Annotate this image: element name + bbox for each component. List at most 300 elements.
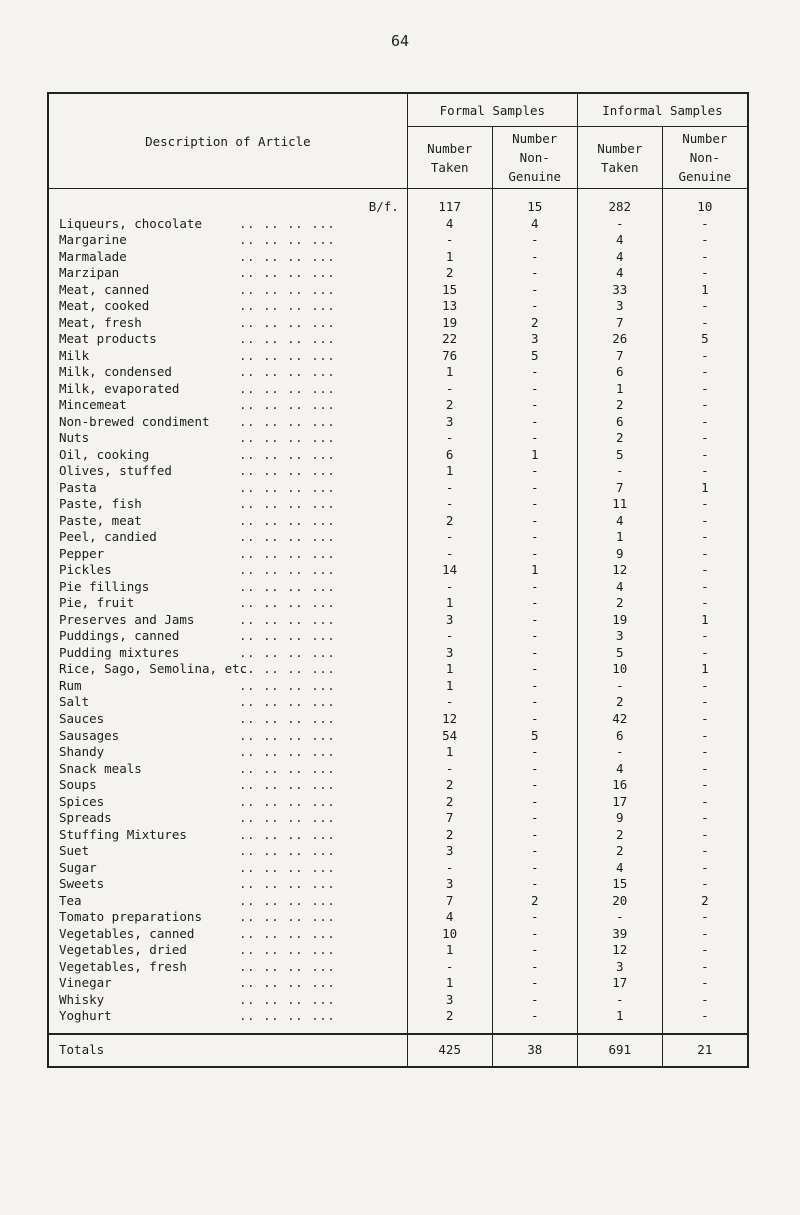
formal-non-genuine-column [492,189,577,1034]
leader-dots: .. .. .. ... [239,430,336,446]
article-name: Vinegar [59,975,112,991]
formal-non-genuine-cell: - [530,644,539,660]
header-informal-taken: Number Taken [577,127,662,189]
article-name: Peel, candied [59,529,157,545]
article-name: Liqueurs, chocolate [59,215,202,231]
informal-taken-cell: 3 [616,628,624,644]
leader-dots: .. .. .. ... [239,677,336,693]
article-name: Spices [59,793,105,809]
leader-dots: .. .. .. ... [239,496,336,512]
article-row [49,397,407,414]
informal-taken-cell: 5 [616,446,624,462]
informal-taken-cell: 4 [616,232,624,248]
informal-taken-cell: 2 [616,694,624,710]
formal-taken-cell: - [445,232,454,248]
header-formal-taken: Number Taken [407,127,492,189]
informal-non-genuine-cell: 2 [701,892,709,908]
leader-dots: .. .. .. ... [239,925,336,941]
formal-non-genuine-cell: - [530,364,539,380]
informal-non-genuine-cell: - [701,942,709,958]
article-name: Pie fillings [59,578,150,594]
article-name: Yoghurt [59,1008,112,1024]
leader-dots: .. .. .. ... [239,232,336,248]
article-name: Salt [59,694,90,710]
informal-non-genuine-cell: 5 [701,331,709,347]
informal-taken-cell: 6 [616,364,624,380]
formal-taken-cell: 4 [445,215,454,231]
article-row [49,612,407,629]
samples-table [47,92,749,1068]
informal-taken-cell: 11 [612,496,628,512]
leader-dots: .. .. .. ... [239,529,336,545]
informal-taken-cell: 4 [616,265,624,281]
article-row [49,661,407,678]
article-name: Suet [59,843,90,859]
formal-taken-cell: - [445,479,454,495]
informal-non-genuine-cell: - [701,826,709,842]
informal-non-genuine-cell: - [701,512,709,528]
informal-non-genuine-cell: - [701,496,709,512]
informal-non-genuine-cell: - [701,694,709,710]
formal-non-genuine-cell: - [530,909,539,925]
article-name: Milk, evaporated [59,380,180,396]
informal-taken-cell: 12 [612,942,628,958]
formal-taken-cell: 1 [445,942,454,958]
article-name: Vegetables, dried [59,942,187,958]
article-name: Rice, Sago, Semolina, etc. [59,661,255,677]
informal-taken-cell: 2 [616,843,624,859]
formal-taken-cell: 1 [445,248,454,264]
leader-dots: .. .. .. ... [239,760,336,776]
article-name: Sauces [59,710,105,726]
informal-non-genuine-cell: - [701,380,709,396]
leader-dots: .. .. .. ... [239,942,336,958]
formal-taken-cell: - [445,430,454,446]
totals-row [48,1034,748,1067]
formal-taken-cell: 2 [445,1008,454,1024]
informal-non-genuine-cell: - [701,991,709,1007]
informal-non-genuine-cell: - [701,876,709,892]
formal-taken-cell: 13 [442,298,458,314]
totals-informal-taken: 691 [577,1034,662,1067]
formal-non-genuine-cell: - [530,677,539,693]
leader-dots: .. .. .. ... [239,826,336,842]
leader-dots: .. .. .. ... [239,512,336,528]
article-row [49,678,407,695]
informal-taken-cell: - [616,463,624,479]
formal-non-genuine-cell: - [530,628,539,644]
informal-non-genuine-cell: - [701,347,709,363]
informal-non-genuine-cell: - [701,677,709,693]
article-name: Tomato preparations [59,909,202,925]
article-row [49,331,407,348]
formal-taken-cell: 15 [442,281,458,297]
formal-non-genuine-cell: 4 [530,215,539,231]
formal-non-genuine-cell: - [530,265,539,281]
informal-non-genuine-cell: - [701,909,709,925]
article-name: Snack meals [59,760,142,776]
formal-taken-cell: - [445,760,454,776]
formal-non-genuine-cell: - [530,876,539,892]
leader-dots: .. .. .. ... [239,777,336,793]
article-name: Marzipan [59,265,120,281]
article-row [49,992,407,1009]
formal-non-genuine-cell: - [530,661,539,677]
article-name: Sugar [59,859,97,875]
article-name: Paste, fish [59,496,142,512]
article-name: Preserves and Jams [59,611,195,627]
informal-non-genuine-cell: - [701,397,709,413]
formal-taken-cell: 1 [445,364,454,380]
formal-non-genuine-cell: - [530,529,539,545]
article-row [49,496,407,513]
informal-taken-cell: 39 [612,925,628,941]
article-row [49,1008,407,1025]
formal-taken-cell: 19 [442,314,458,330]
brought-forward-informal-taken: 282 [608,199,632,214]
article-row [49,926,407,943]
leader-dots: .. .. .. ... [239,413,336,429]
formal-taken-cell: - [445,529,454,545]
formal-non-genuine-cell: - [530,810,539,826]
article-row [49,562,407,579]
leader-dots: .. .. .. ... [239,876,336,892]
informal-non-genuine-cell: - [701,793,709,809]
formal-taken-cell: 12 [442,710,458,726]
article-name: Oil, cooking [59,446,150,462]
informal-non-genuine-cell: - [701,314,709,330]
formal-non-genuine-cell: - [530,578,539,594]
leader-dots: .. .. .. ... [239,479,336,495]
leader-dots: .. .. .. ... [239,281,336,297]
formal-non-genuine-cell: - [530,925,539,941]
informal-taken-cell: 7 [616,347,624,363]
article-row [49,249,407,266]
formal-taken-cell: 1 [445,463,454,479]
article-row [49,942,407,959]
informal-taken-cell: 12 [612,562,628,578]
article-name: Puddings, canned [59,628,180,644]
informal-non-genuine-cell: 1 [701,479,709,495]
formal-non-genuine-cell: - [530,793,539,809]
article-row [49,810,407,827]
article-name: Tea [59,892,82,908]
informal-taken-cell: 1 [616,1008,624,1024]
formal-taken-cell: 3 [445,644,454,660]
informal-non-genuine-cell: - [701,727,709,743]
formal-taken-cell: 4 [445,909,454,925]
formal-taken-cell: 3 [445,843,454,859]
formal-taken-cell: 54 [442,727,458,743]
leader-dots: .. .. .. ... [239,463,336,479]
formal-non-genuine-cell: - [530,512,539,528]
formal-non-genuine-cell: - [530,595,539,611]
informal-non-genuine-cell: - [701,1008,709,1024]
informal-taken-cell: 26 [612,331,628,347]
formal-non-genuine-cell: - [530,1008,539,1024]
leader-dots: .. .. .. ... [239,793,336,809]
article-name: Milk, condensed [59,364,172,380]
totals-informal-non-genuine: 21 [662,1034,748,1067]
formal-non-genuine-cell: - [530,694,539,710]
article-name: Meat, cooked [59,298,150,314]
informal-non-genuine-cell: - [701,413,709,429]
formal-non-genuine-cell: - [530,281,539,297]
article-row [49,761,407,778]
informal-non-genuine-cell: - [701,232,709,248]
informal-taken-cell: 3 [616,298,624,314]
leader-dots: .. .. .. ... [239,380,336,396]
totals-formal-non-genuine: 38 [492,1034,577,1067]
informal-non-genuine-cell: - [701,562,709,578]
page-number: 64 [390,32,410,50]
article-name: Sausages [59,727,120,743]
article-name: Vegetables, fresh [59,958,187,974]
totals-label: Totals [48,1034,407,1067]
leader-dots: .. .. .. ... [239,710,336,726]
article-row [49,827,407,844]
leader-dots: .. .. .. ... [239,545,336,561]
informal-non-genuine-cell: - [701,710,709,726]
article-name: Pasta [59,479,97,495]
informal-non-genuine-cell: - [701,446,709,462]
leader-dots: .. .. .. ... [239,1008,336,1024]
article-row [49,794,407,811]
leader-dots: .. .. .. ... [239,727,336,743]
formal-non-genuine-cell: 5 [530,347,539,363]
informal-non-genuine-cell: 1 [701,661,709,677]
article-row [49,595,407,612]
formal-taken-cell: 1 [445,677,454,693]
informal-non-genuine-cell: - [701,595,709,611]
formal-non-genuine-cell: - [530,975,539,991]
article-row [49,364,407,381]
brought-forward-row [49,199,407,216]
formal-taken-cell: - [445,380,454,396]
formal-non-genuine-cell: - [530,760,539,776]
article-row [49,381,407,398]
formal-non-genuine-cell: 2 [530,314,539,330]
formal-non-genuine-cell: - [530,859,539,875]
article-row [49,430,407,447]
article-row [49,860,407,877]
formal-taken-cell: - [445,958,454,974]
formal-non-genuine-cell: - [530,413,539,429]
article-row [49,348,407,365]
informal-non-genuine-cell: - [701,843,709,859]
formal-non-genuine-cell: - [530,958,539,974]
header-informal-samples: Informal Samples [577,93,748,127]
article-name: Pudding mixtures [59,644,180,660]
article-name: Mincemeat [59,397,127,413]
formal-non-genuine-cell: 5 [530,727,539,743]
informal-non-genuine-cell: 1 [701,281,709,297]
leader-dots: .. .. .. ... [239,644,336,660]
article-row [49,232,407,249]
informal-non-genuine-cell: - [701,265,709,281]
leader-dots: .. .. .. ... [239,364,336,380]
informal-taken-cell: 1 [616,380,624,396]
leader-dots: .. .. .. ... [239,991,336,1007]
formal-taken-cell: 2 [445,265,454,281]
article-row [49,728,407,745]
leader-dots: .. .. .. ... [239,843,336,859]
informal-non-genuine-cell: - [701,975,709,991]
header-informal-non-genuine: Number Non-Genuine [662,127,748,189]
informal-taken-cell: 19 [612,611,628,627]
informal-taken-cell: 1 [616,529,624,545]
leader-dots: .. .. .. ... [239,562,336,578]
informal-non-genuine-cell: - [701,248,709,264]
article-name: Shandy [59,744,105,760]
article-name: Margarine [59,232,127,248]
leader-dots: .. .. .. ... [239,810,336,826]
informal-non-genuine-cell: - [701,760,709,776]
informal-taken-cell: 2 [616,397,624,413]
informal-non-genuine-cell: - [701,364,709,380]
leader-dots: .. .. .. ... [239,446,336,462]
informal-non-genuine-cell: - [701,810,709,826]
formal-taken-cell: 1 [445,595,454,611]
article-row [49,876,407,893]
formal-non-genuine-cell: - [530,430,539,446]
formal-taken-cell: 1 [445,975,454,991]
formal-taken-cell: 2 [445,512,454,528]
formal-taken-cell: 2 [445,397,454,413]
informal-non-genuine-cell: - [701,958,709,974]
article-row [49,265,407,282]
formal-non-genuine-cell: 3 [530,331,539,347]
informal-non-genuine-cell: - [701,578,709,594]
article-row [49,645,407,662]
informal-taken-cell: 7 [616,479,624,495]
formal-taken-cell: 3 [445,413,454,429]
leader-dots: .. .. .. ... [239,298,336,314]
article-row [49,513,407,530]
article-name: Vegetables, canned [59,925,195,941]
informal-non-genuine-cell: - [701,545,709,561]
informal-taken-cell: 9 [616,545,624,561]
formal-taken-cell: 14 [442,562,458,578]
article-row [49,546,407,563]
formal-taken-cell: 10 [442,925,458,941]
formal-taken-cell: 2 [445,793,454,809]
leader-dots: .. .. .. ... [239,331,336,347]
formal-taken-cell: 22 [442,331,458,347]
informal-taken-cell: 10 [612,661,628,677]
article-name: Sweets [59,876,105,892]
formal-taken-cell: 7 [445,810,454,826]
header-description: Description of Article [48,93,407,189]
article-row [49,529,407,546]
informal-taken-cell: 2 [616,826,624,842]
brought-forward-label: B/f. [368,199,399,214]
article-row [49,744,407,761]
formal-non-genuine-cell: - [530,710,539,726]
leader-dots: .. .. .. ... [239,694,336,710]
formal-taken-cell: 1 [445,744,454,760]
formal-non-genuine-cell: - [530,777,539,793]
article-name: Whisky [59,991,105,1007]
leader-dots: .. .. .. ... [239,397,336,413]
leader-dots: .. .. .. ... [239,909,336,925]
informal-non-genuine-cell: - [701,644,709,660]
article-row [49,893,407,910]
informal-taken-cell: 3 [616,958,624,974]
informal-taken-cell: 16 [612,777,628,793]
article-row [49,480,407,497]
informal-non-genuine-cell: - [701,777,709,793]
informal-taken-cell: 9 [616,810,624,826]
informal-non-genuine-column [662,189,748,1034]
leader-dots: .. .. .. ... [239,347,336,363]
article-name: Paste, meat [59,512,142,528]
formal-non-genuine-cell: - [530,380,539,396]
formal-non-genuine-cell: - [530,232,539,248]
leader-dots: .. .. .. ... [239,859,336,875]
formal-taken-column [407,189,492,1034]
article-name: Meat, fresh [59,314,142,330]
formal-taken-cell: 3 [445,611,454,627]
informal-taken-cell: 2 [616,430,624,446]
header-formal-samples: Formal Samples [407,93,577,127]
formal-taken-cell: 3 [445,876,454,892]
article-row [49,711,407,728]
formal-taken-cell: - [445,694,454,710]
informal-non-genuine-cell: - [701,215,709,231]
informal-non-genuine-cell: - [701,628,709,644]
formal-non-genuine-cell: - [530,611,539,627]
informal-taken-cell: 4 [616,512,624,528]
informal-taken-cell: - [616,909,624,925]
article-name: Marmalade [59,248,127,264]
brought-forward-formal-taken: 117 [438,199,461,214]
leader-dots: .. .. .. ... [239,595,336,611]
formal-taken-cell: 2 [445,777,454,793]
formal-non-genuine-cell: - [530,397,539,413]
formal-taken-cell: 3 [445,991,454,1007]
informal-taken-cell: 33 [612,281,628,297]
article-row [49,843,407,860]
formal-taken-cell: 2 [445,826,454,842]
formal-taken-cell: 7 [445,892,454,908]
formal-non-genuine-cell: 2 [530,892,539,908]
informal-taken-cell: 5 [616,644,624,660]
leader-dots: .. .. .. ... [239,248,336,264]
article-row [49,959,407,976]
article-name: Non-brewed condiment [59,413,210,429]
brought-forward-informal-non-genuine: 10 [697,199,713,214]
formal-non-genuine-cell: - [530,463,539,479]
formal-non-genuine-cell: 1 [530,562,539,578]
formal-non-genuine-cell: 1 [530,446,539,462]
informal-non-genuine-cell: 1 [701,611,709,627]
article-name: Spreads [59,810,112,826]
article-name: Pickles [59,562,112,578]
formal-taken-cell: - [445,496,454,512]
informal-taken-cell: 17 [612,793,628,809]
formal-taken-cell: 6 [445,446,454,462]
article-row [49,694,407,711]
informal-non-genuine-cell: - [701,925,709,941]
formal-non-genuine-cell: - [530,298,539,314]
totals-formal-taken: 425 [407,1034,492,1067]
formal-taken-cell: - [445,628,454,644]
formal-non-genuine-cell: - [530,545,539,561]
informal-non-genuine-cell: - [701,463,709,479]
article-row [49,579,407,596]
article-row [49,282,407,299]
